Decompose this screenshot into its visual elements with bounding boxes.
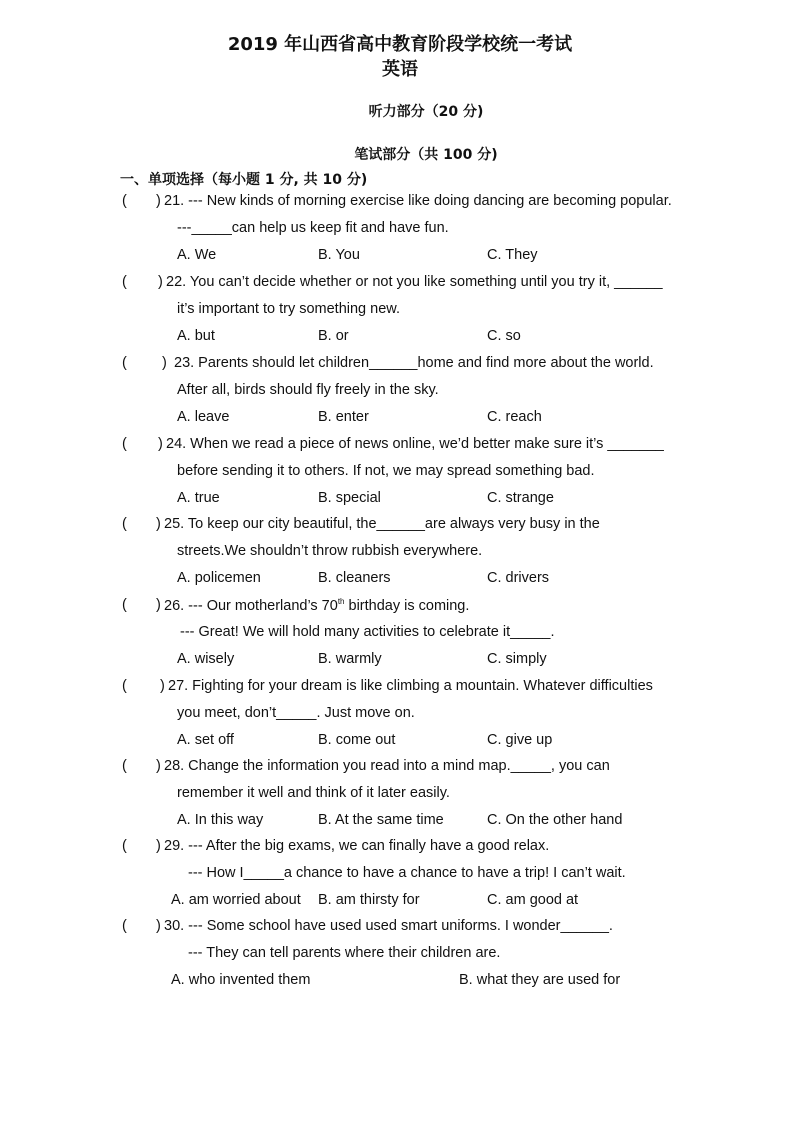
answer-paren-close: ) <box>156 597 161 613</box>
option-a[interactable]: A. set off <box>177 732 234 748</box>
answer-paren-open[interactable]: ( <box>122 436 127 452</box>
answer-paren-close: ) <box>158 274 163 290</box>
answer-paren-open[interactable]: ( <box>122 193 127 209</box>
option-b[interactable]: B. warmly <box>318 651 382 667</box>
answer-paren-close: ) <box>156 918 161 934</box>
option-c[interactable]: C. They <box>487 247 538 263</box>
question-stem-continued: before sending it to others. If not, we may spread something bad. <box>177 463 595 479</box>
answer-paren-close: ) <box>160 678 165 694</box>
question-stem-continued: remember it well and think of it later easily. <box>177 785 450 801</box>
question-stem <box>164 597 469 614</box>
written-section-heading: 笔试部分（共 100 分) <box>354 147 498 163</box>
option-b[interactable]: B. You <box>318 247 360 263</box>
question-stem: 29. --- After the big exams, we can finally have a good relax. <box>164 838 550 854</box>
answer-paren-close: ) <box>156 838 161 854</box>
answer-paren-open[interactable]: ( <box>122 758 127 774</box>
answer-paren-open[interactable]: ( <box>122 838 127 854</box>
ordinal-suffix: th <box>337 597 345 606</box>
option-a[interactable]: A. wisely <box>177 651 235 667</box>
question-stem: 27. Fighting for your dream is like climbing a mountain. Whatever difficulties <box>168 678 653 694</box>
question-stem-continued: --- How I_____a chance to have a chance to have a trip! I can’t wait. <box>188 865 626 881</box>
option-a[interactable]: A. true <box>177 490 220 506</box>
option-c[interactable]: C. give up <box>487 732 553 748</box>
option-b[interactable]: B. special <box>318 490 381 506</box>
listening-section-heading: 听力部分（20 分) <box>368 104 484 120</box>
option-a[interactable]: A. am worried about <box>171 892 301 908</box>
option-b[interactable]: B. come out <box>318 732 396 748</box>
option-b[interactable]: B. enter <box>318 409 369 425</box>
question-stem-continued: streets.We shouldn’t throw rubbish everywhere. <box>177 543 483 559</box>
option-a[interactable]: A. who invented them <box>171 972 311 988</box>
question-stem-continued: --- They can tell parents where their children are. <box>188 945 501 961</box>
question-stem-part: birthday is coming. <box>344 597 470 614</box>
question-stem: 23. Parents should let children______home and find more about the world. <box>174 355 654 371</box>
option-b[interactable]: B. or <box>318 328 349 344</box>
answer-paren-open[interactable]: ( <box>122 274 127 290</box>
option-c[interactable]: C. so <box>487 328 521 344</box>
exam-title: 2019 年山西省高中教育阶段学校统一考试 <box>227 34 573 55</box>
option-b[interactable]: B. At the same time <box>318 812 444 828</box>
question-stem-continued: --- Great! We will hold many activities to celebrate it_____. <box>180 624 555 640</box>
option-a[interactable]: A. but <box>177 328 215 344</box>
answer-paren-close: ) <box>156 516 161 532</box>
question-stem: 24. When we read a piece of news online, we’d better make sure it’s _______ <box>166 436 664 452</box>
option-c[interactable]: C. reach <box>487 409 542 425</box>
option-a[interactable]: A. In this way <box>177 812 264 828</box>
question-stem: 28. Change the information you read into a mind map._____, you can <box>164 758 610 774</box>
option-a[interactable]: A. policemen <box>177 570 261 586</box>
answer-paren-open[interactable]: ( <box>122 918 127 934</box>
option-c[interactable]: C. On the other hand <box>487 812 623 828</box>
option-a[interactable]: A. We <box>177 247 217 263</box>
answer-paren-open[interactable]: ( <box>122 355 127 371</box>
question-stem-continued: ---_____can help us keep fit and have fun. <box>177 220 449 236</box>
question-stem: 25. To keep our city beautiful, the______are always very busy in the <box>164 516 600 532</box>
answer-paren-close: ) <box>156 758 161 774</box>
answer-paren-close: ) <box>162 355 167 371</box>
option-c[interactable]: C. drivers <box>487 570 550 586</box>
answer-paren-close: ) <box>158 436 163 452</box>
option-a[interactable]: A. leave <box>177 409 230 425</box>
question-stem: 21. --- New kinds of morning exercise like doing dancing are becoming popular. <box>164 193 672 209</box>
answer-paren-open[interactable]: ( <box>122 678 127 694</box>
answer-paren-close: ) <box>156 193 161 209</box>
option-b[interactable]: B. am thirsty for <box>318 892 420 908</box>
question-stem-part: 26. --- Our motherland’s 70 <box>164 597 338 614</box>
question-stem-continued: it’s important to try something new. <box>177 301 400 317</box>
question-stem-continued: you meet, don’t_____. Just move on. <box>177 705 415 721</box>
exam-subject: 英语 <box>382 59 418 80</box>
question-stem: 22. You can’t decide whether or not you like something until you try it, ______ <box>166 274 663 290</box>
single-choice-heading: 一、单项选择（每小题 1 分, 共 10 分) <box>120 172 368 188</box>
option-c[interactable]: C. simply <box>487 651 547 667</box>
option-b[interactable]: B. cleaners <box>318 570 391 586</box>
option-c[interactable]: C. am good at <box>487 892 579 908</box>
question-stem: 30. --- Some school have used used smart uniforms. I wonder______. <box>164 918 613 934</box>
question-stem-continued: After all, birds should fly freely in the sky. <box>177 382 439 398</box>
answer-paren-open[interactable]: ( <box>122 597 127 613</box>
option-c[interactable]: C. strange <box>487 490 554 506</box>
answer-paren-open[interactable]: ( <box>122 516 127 532</box>
option-b[interactable]: B. what they are used for <box>459 972 621 988</box>
